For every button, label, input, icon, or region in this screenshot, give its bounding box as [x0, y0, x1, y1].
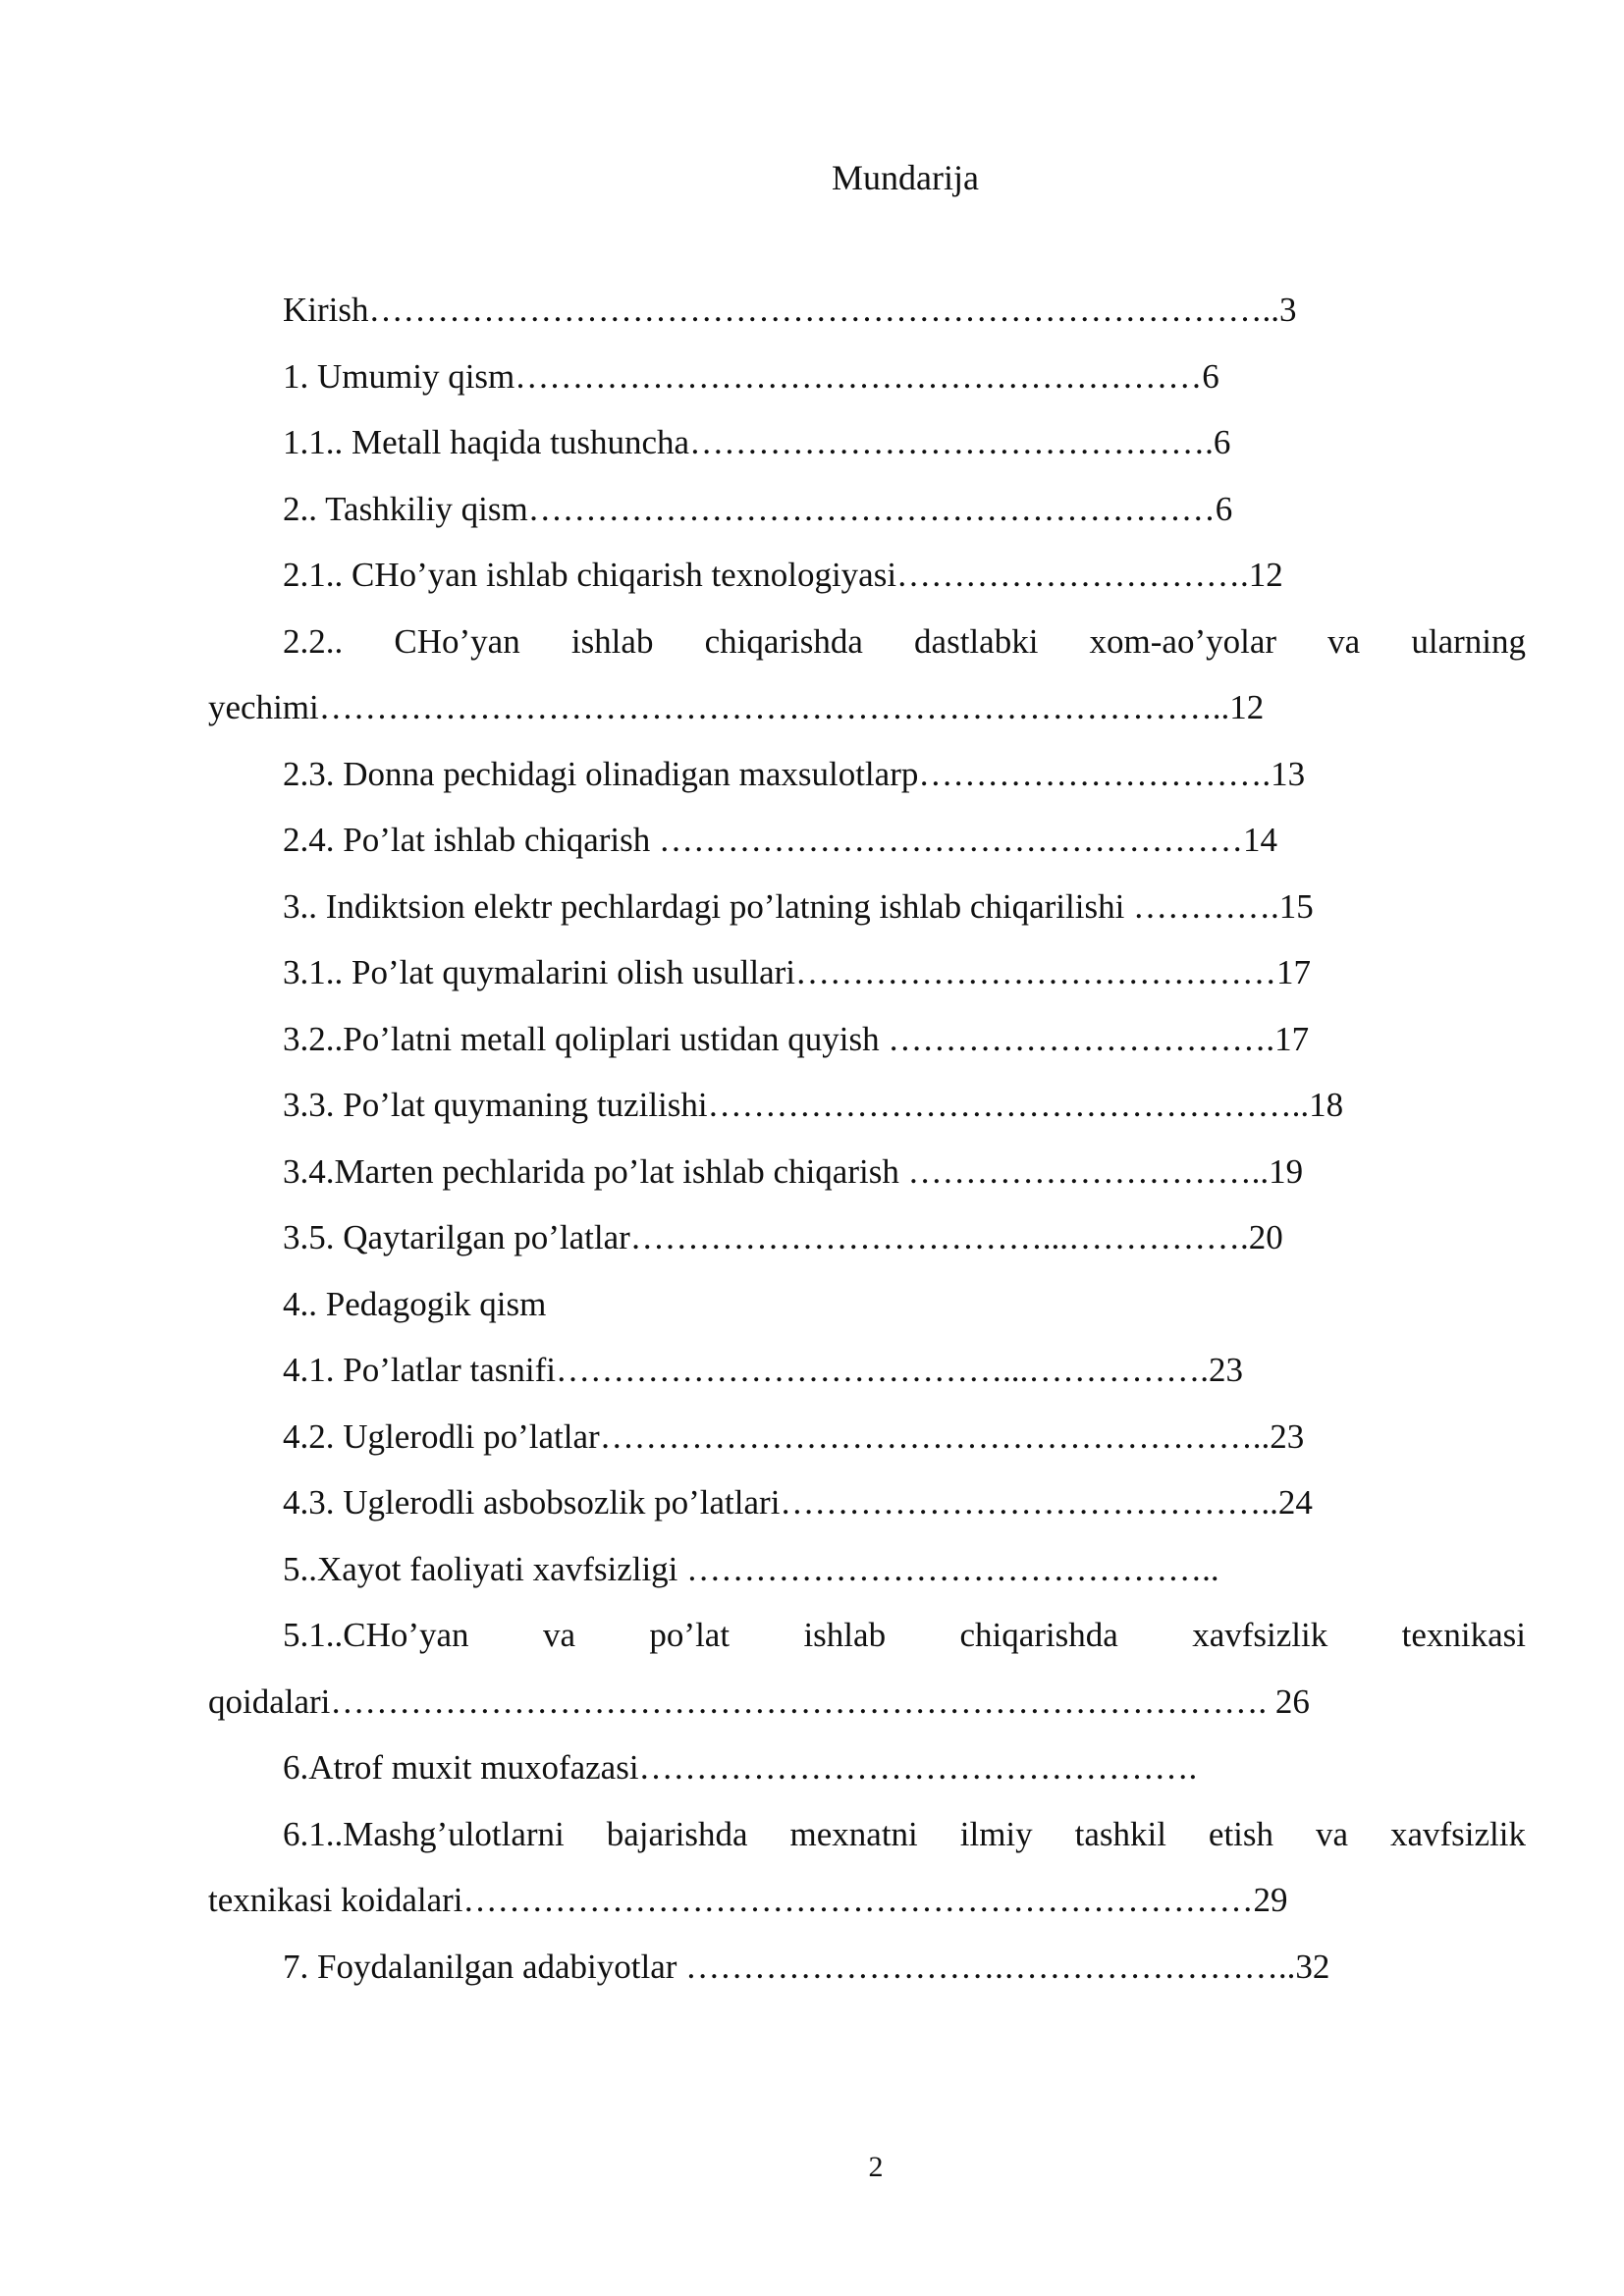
toc-entry-wrapped-line2	[208, 1679, 1526, 1745]
toc-entry-text: Kirish……………………………………………………………………..3	[283, 291, 1297, 329]
toc-entry-wrapped-line1: 6.1..Mashg’ulotlarni bajarishda mexnatni ilmiy tashkil etish va xavfsizlik	[283, 1814, 1526, 1853]
toc-entry-text: 2.3. Donna pechidagi olinadigan maxsulotlarp………………………….13	[283, 754, 1306, 793]
toc-entry-wrapped-line2	[208, 684, 1526, 751]
page-number: 2	[868, 2151, 884, 2183]
toc-entry-text: 5..Xayot faoliyati xavfsizligi ………………………………………..	[283, 1549, 1219, 1588]
toc-entry	[208, 486, 1526, 553]
toc-entry-text: 1. Umumiy qism……………………………………………………6	[283, 356, 1219, 396]
toc-entry	[208, 949, 1526, 1016]
toc-entry	[208, 1414, 1526, 1480]
toc-entry	[208, 353, 1526, 420]
toc-entry	[208, 1744, 1526, 1811]
toc-entry	[208, 1214, 1526, 1281]
toc-entry	[208, 817, 1526, 883]
toc-entry	[208, 1016, 1526, 1083]
toc-entry	[208, 552, 1526, 618]
toc-entry-text: 4.1. Po’latlar tasnifi…………………………………...…………….23	[283, 1351, 1244, 1389]
toc-entry-text: 3.. Indiktsion elektr pechlardagi po’latning ishlab chiqarilishi ………….15	[283, 886, 1314, 926]
toc-entry-wrapped-line1: 2.2.. CHo’yan ishlab chiqarishda dastlabki xom-ao’yolar va ularning	[283, 621, 1526, 661]
toc-entry-text: 3.3. Po’lat quymaning tuzilishi……………………………………………..18	[283, 1086, 1344, 1124]
toc-entry	[208, 287, 1526, 353]
toc-entry-text: 1.1.. Metall haqida tushuncha……………………………………….6	[283, 423, 1231, 461]
toc-entry-text: 4.3. Uglerodli asbobsozlik po’latlari……………………………………..24	[283, 1483, 1313, 1522]
page-title: Mundarija	[832, 158, 979, 197]
toc-entry	[208, 1479, 1526, 1546]
toc-entry	[208, 1281, 1526, 1348]
toc-entry-text: texnikasi koidalari……………………………………………………………29	[208, 1881, 1288, 1919]
toc-entry-text: 2.. Tashkiliy qism……………………………………………………6	[283, 489, 1233, 528]
toc-entry	[208, 751, 1526, 818]
toc-entry	[208, 1148, 1526, 1215]
toc-entry	[208, 1944, 1526, 2010]
toc-entry	[208, 883, 1526, 950]
toc-entry-text: 2.1.. CHo’yan ishlab chiqarish texnologiyasi………………………….12	[283, 556, 1283, 594]
toc-entry	[208, 1082, 1526, 1148]
toc-entry-wrapped-line1: 5.1..CHo’yan va po’lat ishlab chiqarishda xavfsizlik texnikasi	[283, 1616, 1526, 1654]
toc-entry-text: qoidalari………………………………………………………………………. 26	[208, 1682, 1310, 1721]
toc-entry-text: 4.. Pedagogik qism	[283, 1284, 547, 1323]
toc-entry-text: 2.4. Po’lat ishlab chiqarish ……………………………………………14	[283, 821, 1278, 859]
toc-entry-text: yechimi……………………………………………………………………..12	[208, 688, 1265, 726]
toc-entry	[208, 1546, 1526, 1613]
toc-entry-wrapped-line2	[208, 1877, 1526, 1944]
toc-entry-text: 6.Atrof muxit muxofazasi………………………………………….	[283, 1748, 1198, 1787]
toc-entry	[208, 1347, 1526, 1414]
toc-entry-text: 4.2. Uglerodli po’latlar…………………………………………………..23	[283, 1416, 1305, 1456]
toc-entry-text: 3.5. Qaytarilgan po’latlar………………………………...…………….20	[283, 1218, 1283, 1256]
toc-entry-text: 3.4.Marten pechlarida po’lat ishlab chiqarish …………………………..19	[283, 1151, 1304, 1191]
toc-entry-text: 3.1.. Po’lat quymalarini olish usullari……………………………………17	[283, 953, 1312, 991]
toc-entry	[208, 419, 1526, 486]
toc-entry-text: 3.2..Po’latni metall qoliplari ustidan quyish …………………………….17	[283, 1019, 1310, 1058]
toc-entry-text: 7. Foydalanilgan adabiyotlar ……………………….……………………..32	[283, 1947, 1330, 1986]
table-of-contents	[208, 287, 1526, 2009]
